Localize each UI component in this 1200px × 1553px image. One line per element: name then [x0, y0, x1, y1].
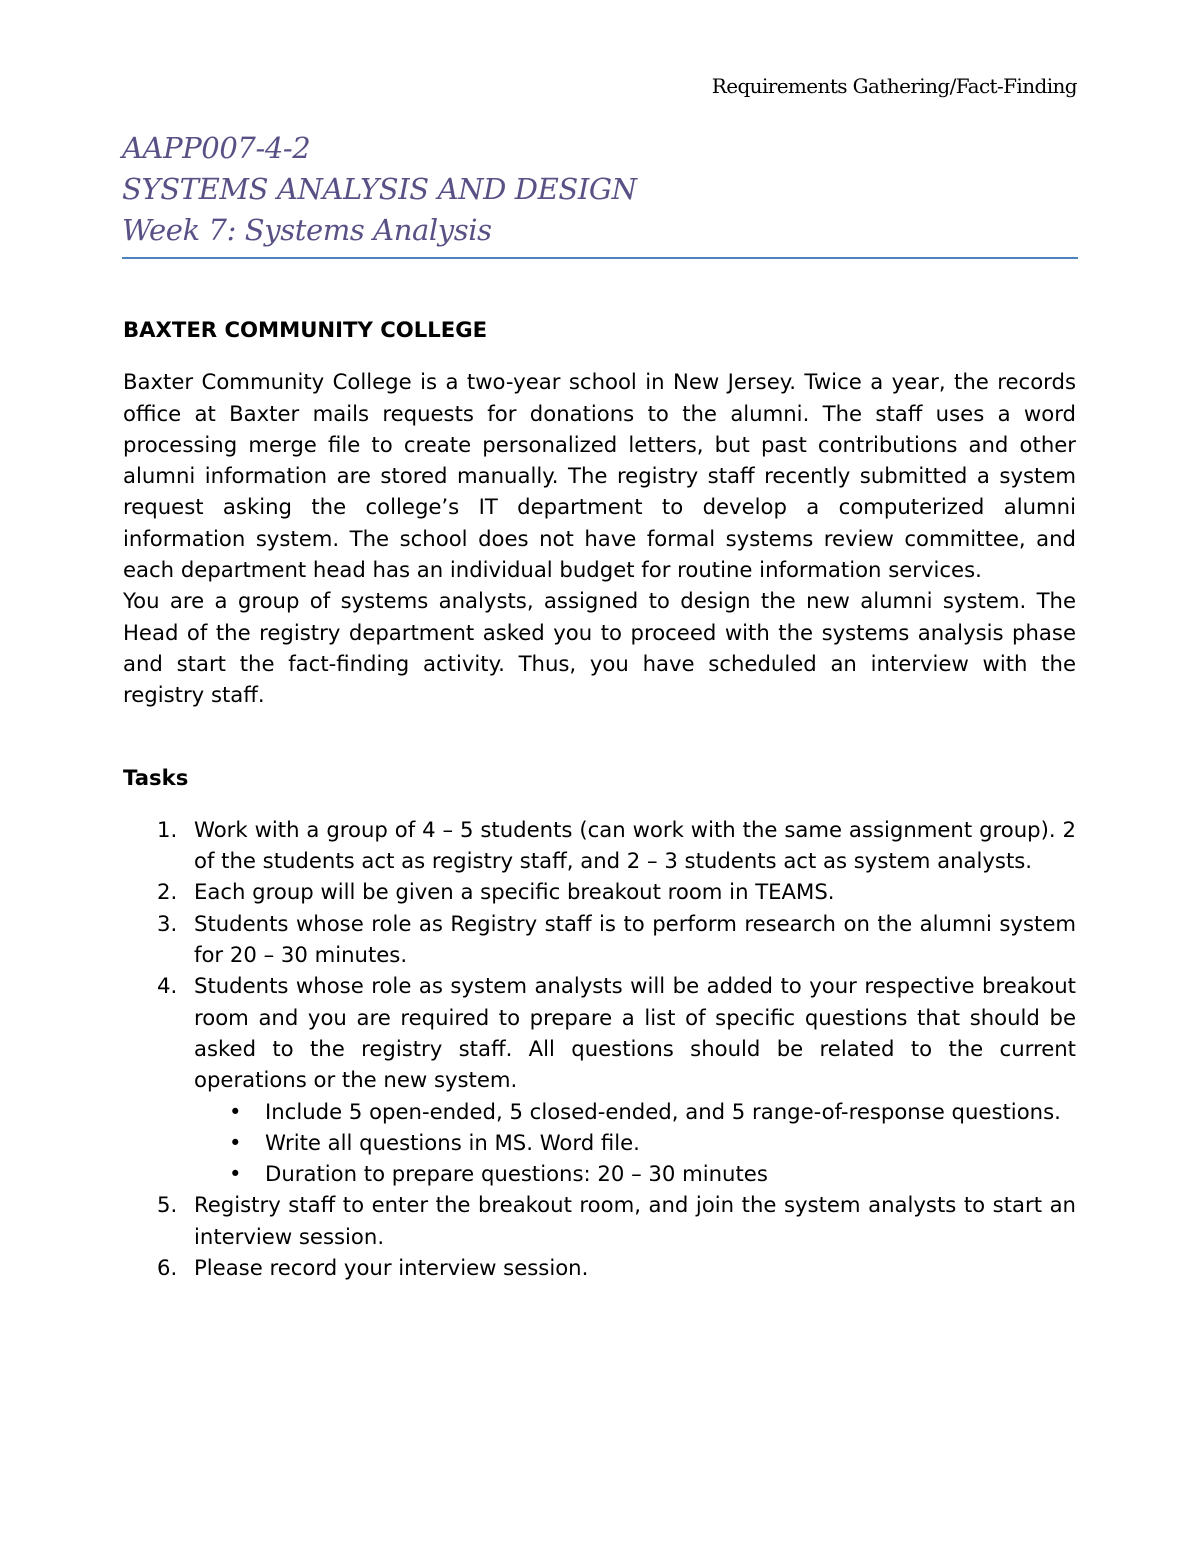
task-number: 5. [157, 1192, 178, 1218]
bullet-icon: • [229, 1161, 242, 1187]
running-header: Requirements Gathering/Fact-Finding [711, 74, 1077, 98]
sub-bullet-item [194, 1158, 1076, 1189]
task-item [123, 876, 1076, 907]
task-text: Registry staff to enter the breakout room, and join the system analysts to start an interview session. [194, 1192, 1076, 1249]
task-number: 4. [157, 973, 178, 999]
sub-bullet-text: Write all questions in MS. Word file. [265, 1129, 640, 1155]
task-item [123, 970, 1076, 1189]
case-heading: BAXTER COMMUNITY COLLEGE [123, 317, 488, 342]
sub-bullet-item [194, 1096, 1076, 1127]
sub-bullet-text: Include 5 open-ended, 5 closed-ended, and 5 range-of-response questions. [265, 1098, 1061, 1124]
title-block [122, 128, 1078, 251]
task-number: 1. [157, 816, 178, 842]
document-body [123, 314, 1076, 1283]
case-paragraph-1: Baxter Community College is a two-year school in New Jersey. Twice a year, the records office at Baxter mails requests for donations to the alumni. The staff uses a word processing merge file to create personalized letters, but past contributions and other alumni information are stored manually. The registry staff recently submitted a system request asking the college’s IT department to develop a computerized alumni information system. The school does not have formal systems review committee, and each department head has an individual budget for routine information services. [123, 369, 1076, 583]
task-text: Students whose role as Registry staff is to perform research on the alumni system for 20 – 30 minutes. [194, 910, 1076, 968]
task-item [123, 1252, 1076, 1283]
task-number: 3. [157, 910, 178, 936]
title-divider [122, 257, 1078, 259]
task-text: Each group will be given a specific breakout room in TEAMS. [194, 879, 835, 905]
task-item [123, 814, 1076, 877]
course-title: SYSTEMS ANALYSIS AND DESIGN [122, 172, 637, 206]
course-code: AAPP007-4-2 [122, 131, 311, 165]
task-number: 6. [157, 1255, 178, 1281]
bullet-icon: • [229, 1098, 242, 1124]
task-text: Students whose role as system analysts will be added to your respective breakout room and you are required to prepare a list of specific questions that should be asked to the registry staff. All questions should be related to the current operations or the new system. [194, 973, 1076, 1093]
task-text: Please record your interview session. [194, 1255, 589, 1281]
task-text: Work with a group of 4 – 5 students (can work with the same assignment group). 2 of the students act as registry staff, and 2 – 3 students act as system analysts. [194, 816, 1076, 874]
task-4-sub-list [194, 1096, 1076, 1190]
bullet-icon: • [229, 1129, 242, 1155]
sub-bullet-item [194, 1127, 1076, 1158]
case-paragraph-2: You are a group of systems analysts, assigned to design the new alumni system. The Head of the registry department asked you to proceed with the systems analysis phase and start the fact-finding activity. Thus, you have scheduled an interview with the registry staff. [123, 588, 1076, 708]
sub-bullet-text: Duration to prepare questions: 20 – 30 minutes [265, 1161, 768, 1187]
week-title: Week 7: Systems Analysis [122, 213, 492, 247]
tasks-heading: Tasks [123, 764, 189, 790]
task-item [123, 1189, 1076, 1252]
task-item [123, 908, 1076, 971]
tasks-list [123, 814, 1076, 1283]
task-number: 2. [157, 879, 178, 905]
